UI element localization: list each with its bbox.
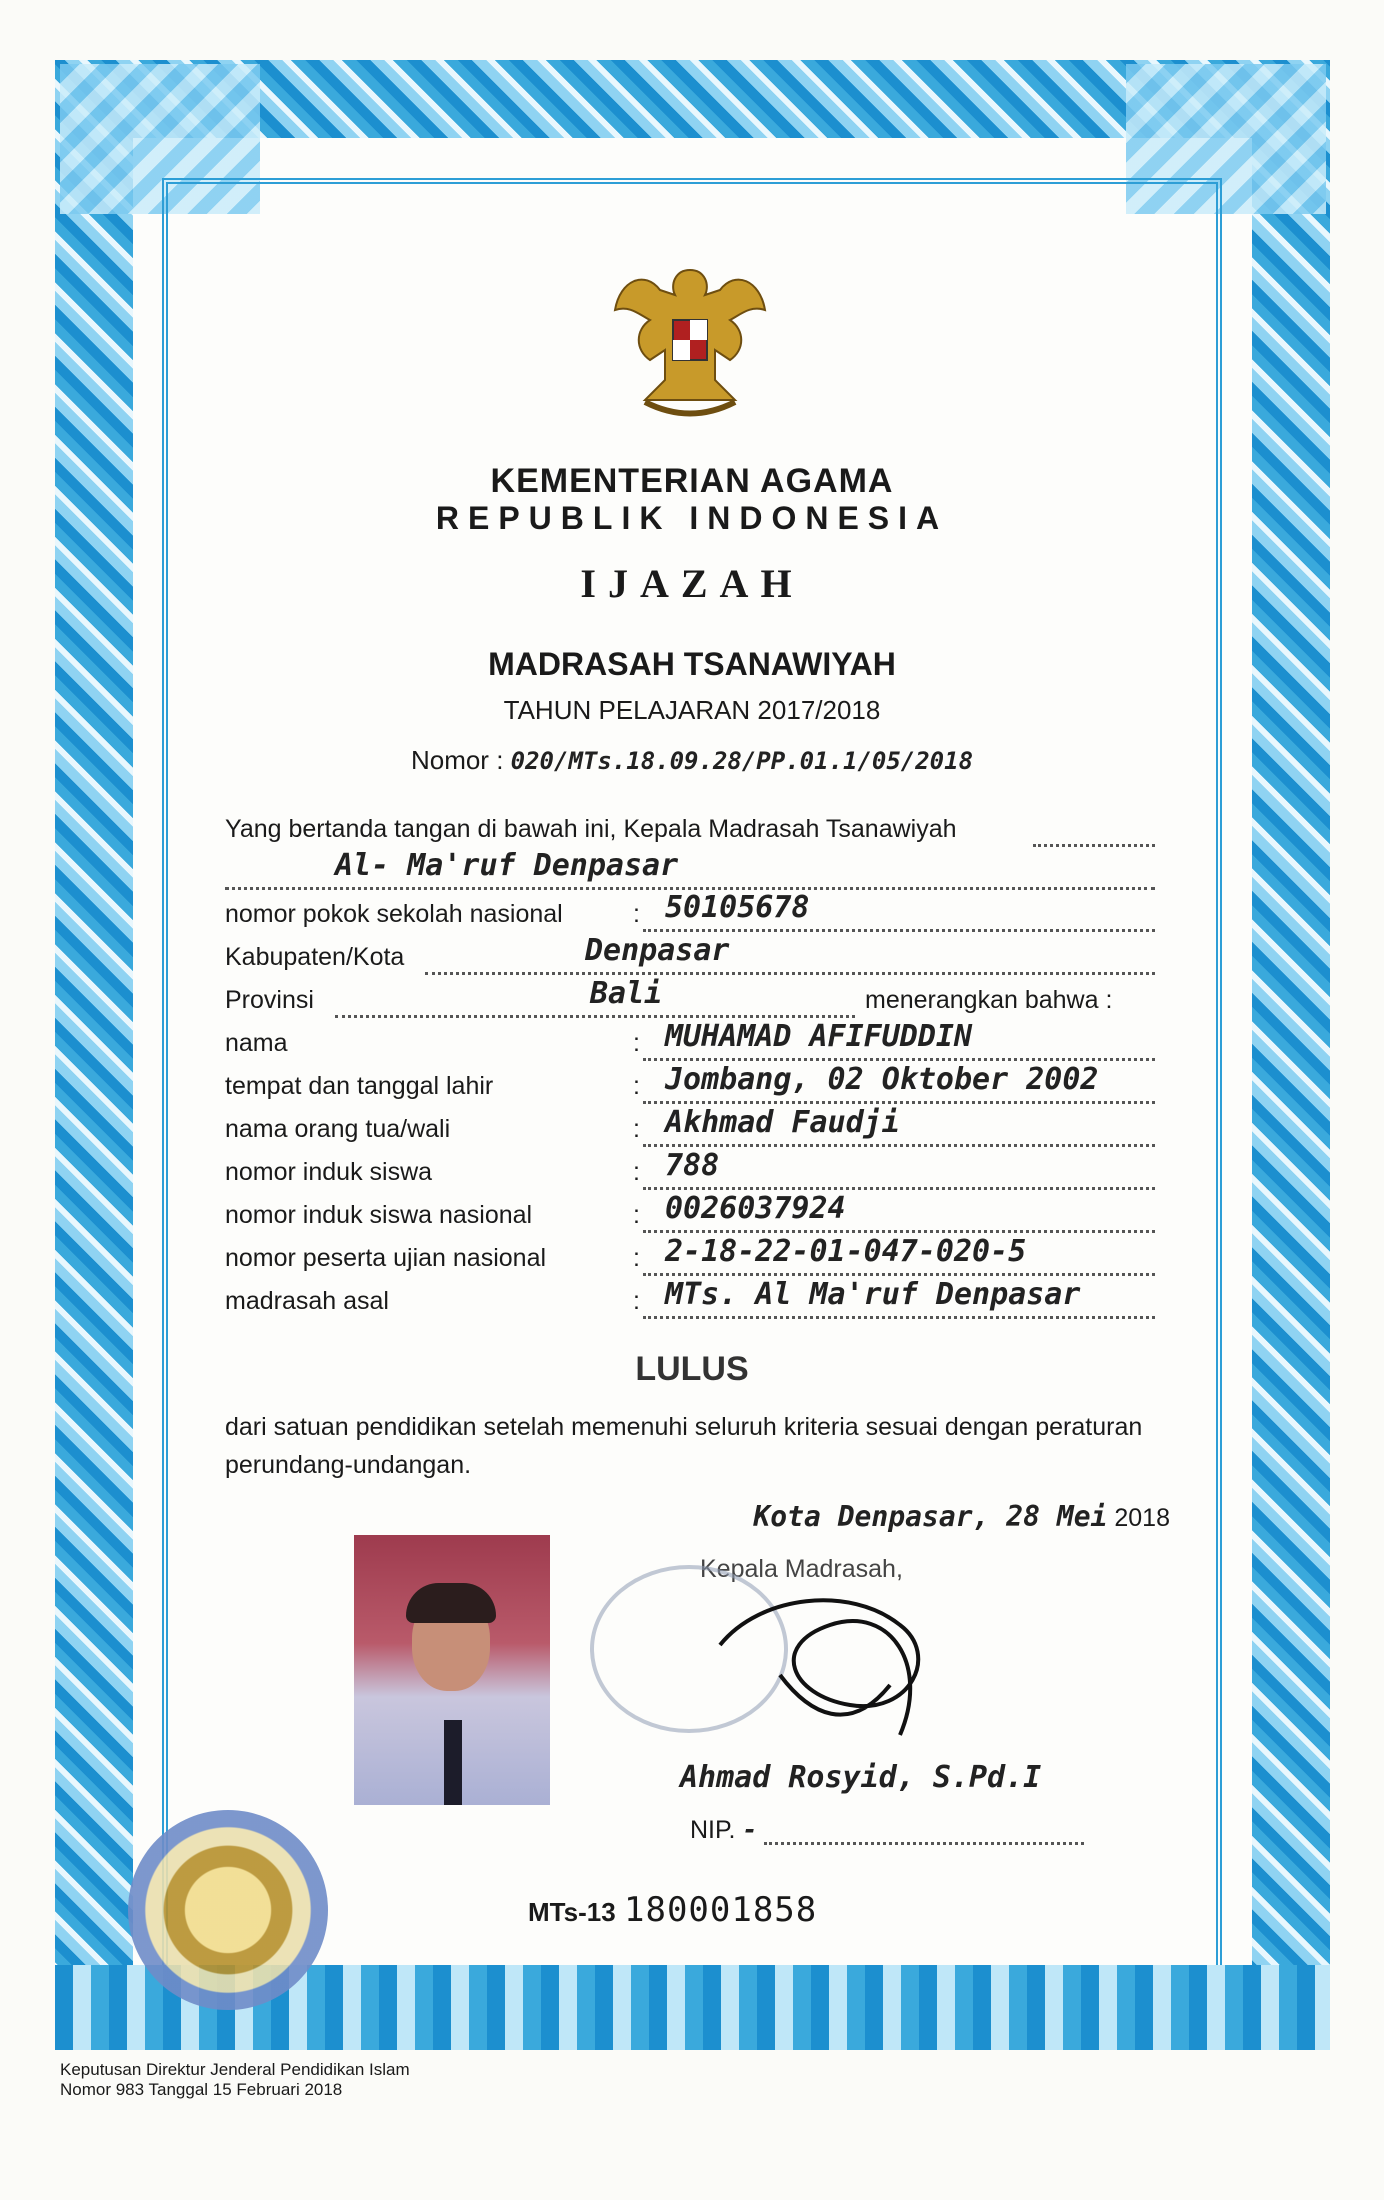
ministry-hologram-seal — [128, 1810, 328, 2010]
signer-name: Ahmad Rosyid, S.Pd.I — [680, 1760, 1042, 1795]
nama-value: MUHAMAD AFIFUDDIN — [665, 1019, 973, 1054]
intro-row — [225, 815, 1155, 851]
serial-number: 180001858 — [624, 1890, 818, 1930]
nip-value: - — [742, 1815, 758, 1844]
nama-label: nama — [225, 1029, 288, 1057]
kabupaten-value: Denpasar — [585, 933, 730, 968]
nama-row: nama : MUHAMAD AFIFUDDIN — [225, 1029, 1155, 1065]
npsn-label: nomor pokok sekolah nasional — [225, 900, 563, 928]
certificate-serial — [528, 1890, 817, 1930]
nip-row — [690, 1815, 1090, 1845]
madrasah-name-value: Al- Ma'ruf Denpasar — [335, 848, 679, 883]
wali-row: nama orang tua/wali : Akhmad Faudji — [225, 1115, 1155, 1151]
ttl-row: tempat dan tanggal lahir : Jombang, 02 Oktober 2002 — [225, 1072, 1155, 1108]
nomor-value: 020/MTs.18.09.28/PP.01.1/05/2018 — [510, 747, 974, 775]
handwritten-signature — [700, 1585, 960, 1755]
document-title: IJAZAH — [580, 561, 804, 606]
kabupaten-label: Kabupaten/Kota — [225, 943, 405, 971]
kabupaten-row — [225, 933, 1155, 979]
wali-label: nama orang tua/wali — [225, 1115, 451, 1143]
ujian-value: 2-18-22-01-047-020-5 — [665, 1234, 1027, 1269]
decree-line-1: Keputusan Direktur Jenderal Pendidikan Islam — [60, 2060, 410, 2079]
nis-row: nomor induk siswa : 788 — [225, 1158, 1155, 1194]
provinsi-value: Bali — [590, 976, 663, 1011]
ministry-name: KEMENTERIAN AGAMA — [490, 462, 894, 500]
place-date — [680, 1500, 1170, 1533]
place-date-year: 2018 — [1114, 1504, 1170, 1532]
intro-text: Yang bertanda tangan di bawah ini, Kepala Madrasah Tsanawiyah — [225, 815, 957, 843]
garuda-emblem-icon — [605, 250, 775, 430]
graduation-status: LULUS — [635, 1350, 749, 1388]
nip-label: NIP. — [690, 1816, 736, 1844]
republic-name: REPUBLIK INDONESIA — [435, 500, 949, 536]
npsn-row: nomor pokok sekolah nasional : 50105678 — [225, 900, 1155, 936]
madrasah-name-row — [225, 848, 1155, 894]
certificate-number-line — [0, 745, 1384, 776]
place-date-value: Kota Denpasar, 28 Mei — [753, 1500, 1108, 1533]
decree-reference — [60, 2060, 410, 2100]
decree-line-2: Nomor 983 Tanggal 15 Februari 2018 — [60, 2080, 343, 2099]
ujian-label: nomor peserta ujian nasional — [225, 1244, 547, 1272]
asal-row: madrasah asal : MTs. Al Ma'ruf Denpasar — [225, 1287, 1155, 1323]
student-photo — [354, 1535, 550, 1805]
menerangkan-text: menerangkan bahwa : — [865, 986, 1113, 1014]
academic-year: TAHUN PELAJARAN 2017/2018 — [503, 695, 881, 725]
ujian-row: nomor peserta ujian nasional : 2-18-22-01-047-020-5 — [225, 1244, 1155, 1280]
serial-prefix: MTs-13 — [528, 1897, 616, 1927]
provinsi-label: Provinsi — [225, 986, 314, 1014]
npsn-value: 50105678 — [665, 890, 810, 925]
nis-label: nomor induk siswa — [225, 1158, 433, 1186]
ttl-label: tempat dan tanggal lahir — [225, 1072, 494, 1100]
nisn-value: 0026037924 — [665, 1191, 846, 1226]
school-type: MADRASAH TSANAWIYAH — [488, 646, 896, 682]
nis-value: 788 — [665, 1148, 720, 1183]
ttl-value: Jombang, 02 Oktober 2002 — [665, 1062, 1099, 1097]
graduation-statement: dari satuan pendidikan setelah memenuhi seluruh kriteria sesuai dengan peraturan perundang-undangan. — [225, 1413, 1143, 1479]
nisn-label: nomor induk siswa nasional — [225, 1201, 533, 1229]
asal-value: MTs. Al Ma'ruf Denpasar — [665, 1277, 1081, 1312]
asal-label: madrasah asal — [225, 1287, 389, 1315]
nomor-label: Nomor : — [410, 745, 504, 775]
provinsi-row — [225, 976, 1155, 1022]
signer-position: Kepala Madrasah, — [700, 1555, 903, 1583]
nisn-row: nomor induk siswa nasional : 0026037924 — [225, 1201, 1155, 1237]
wali-value: Akhmad Faudji — [665, 1105, 900, 1140]
